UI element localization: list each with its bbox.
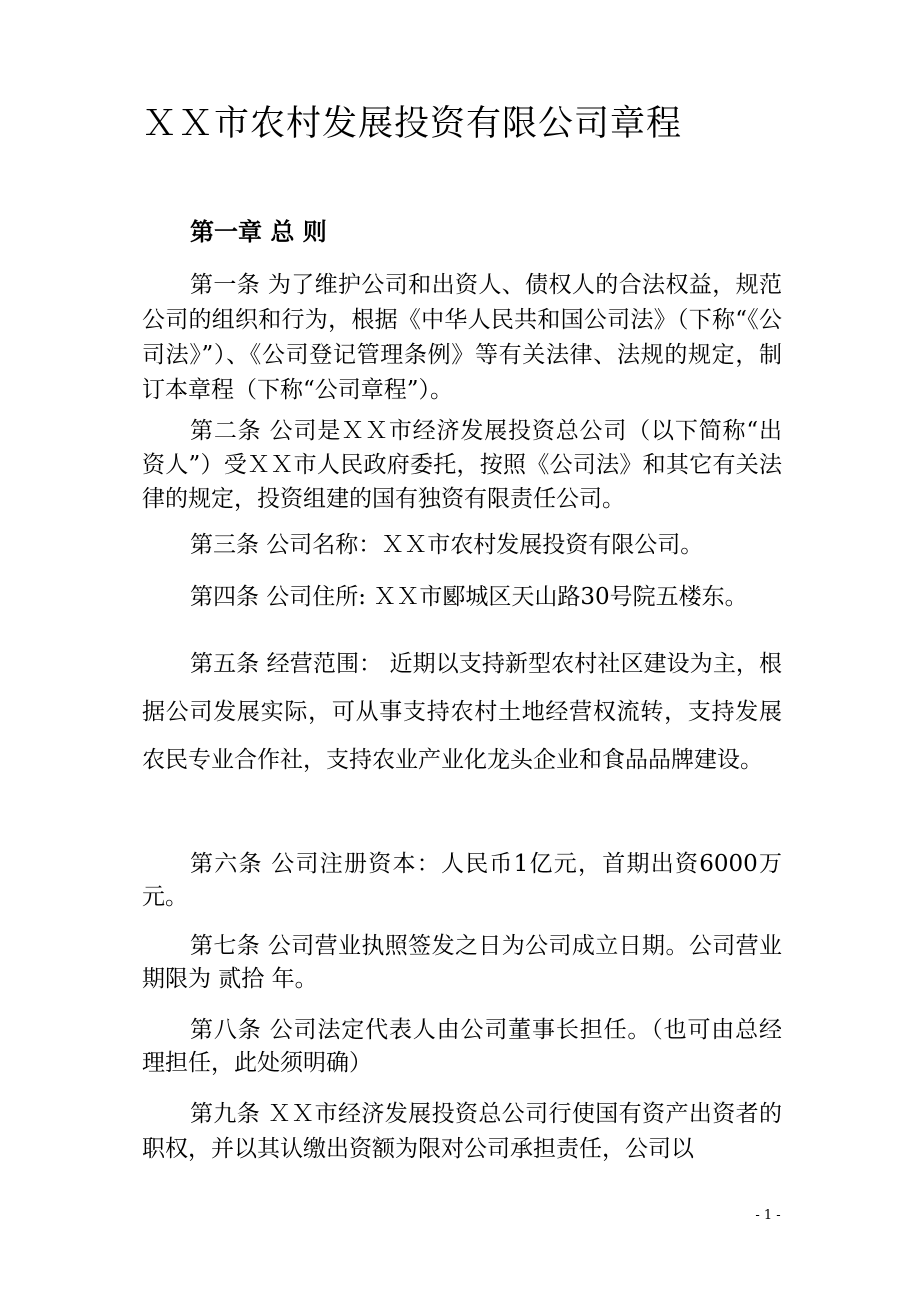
article-4: 第四条 公司住所: ＸＸ市郾城区天山路30号院五楼东。: [190, 584, 748, 610]
article-3: 第三条 公司名称：ＸＸ市农村发展投资有限公司。: [190, 532, 704, 558]
article-1: 第一条 为了维护公司和出资人、债权人的合法权益，规范公司的组织和行为，根据《中华人民共和国公司法》（下称“《公司法》”）、《公司登记管理条例》等有关法律、法规的规定，制订本章程（下称“公司章程”）。: [142, 272, 782, 403]
article-2: 第二条 公司是ＸＸ市经济发展投资总公司（以下简称“出资人”）受ＸＸ市人民政府委托，按照《公司法》和其它有关法律的规定，投资组建的国有独资有限责任公司。: [142, 418, 782, 512]
article-6: 第六条 公司注册资本：人民币1亿元，首期出资6000万元。: [142, 851, 782, 910]
page-number: - 1 -: [755, 1208, 781, 1223]
chapter-heading: 第一章 总 则: [190, 217, 327, 246]
document-title: ＸＸ市农村发展投资有限公司章程: [142, 104, 683, 144]
article-8: 第八条 公司法定代表人由公司董事长担任。（也可由总经理担任，此处须明确）: [142, 1017, 782, 1076]
article-9: 第九条 ＸＸ市经济发展投资总公司行使国有资产出资者的职权，并以其认缴出资额为限对公司承担责任，公司以: [142, 1101, 782, 1162]
article-5: 第五条 经营范围： 近期以支持新型农村社区建设为主，根据公司发展实际，可从事支持农村土地经营权流转，支持发展农民专业合作社，支持农业产业化龙头企业和食品品牌建设。: [142, 651, 782, 773]
article-7: 第七条 公司营业执照签发之日为公司成立日期。公司营业期限为 贰拾 年。: [142, 933, 782, 992]
